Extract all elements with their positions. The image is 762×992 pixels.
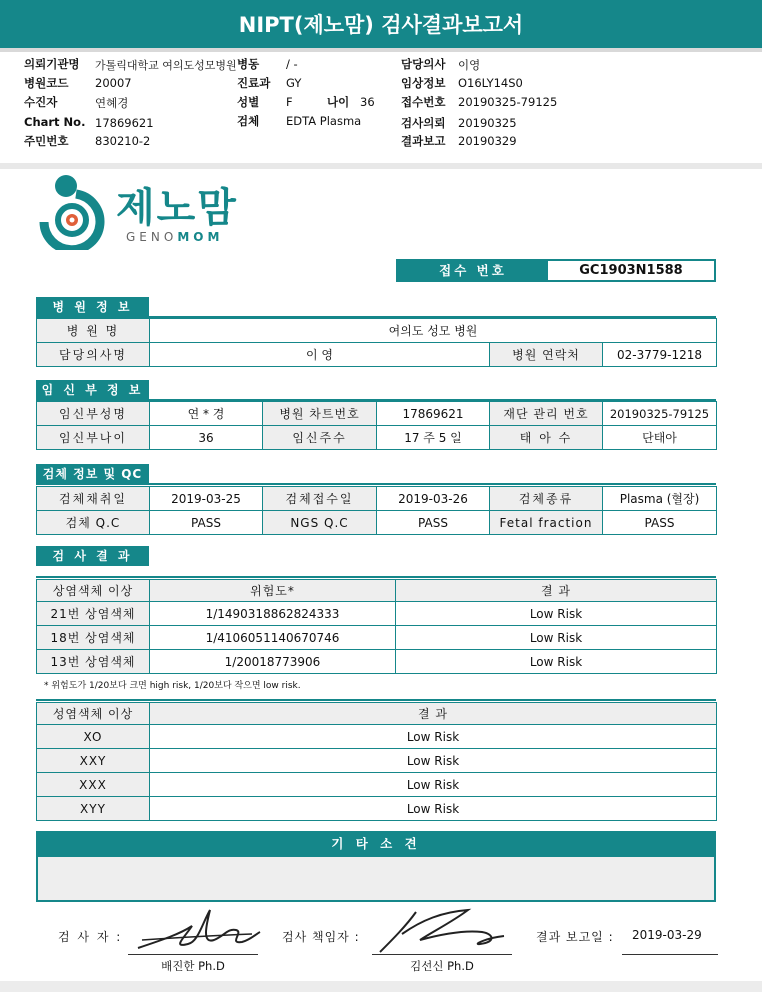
sex-chrom-name: XYY xyxy=(37,797,150,821)
ngs-qc-label: NGS Q.C xyxy=(263,511,377,535)
specimen-table xyxy=(36,486,717,535)
table-row xyxy=(37,797,717,821)
autosome-result: Low Risk xyxy=(396,602,717,626)
request-date: 20190325 xyxy=(458,116,517,130)
weeks-label: 임신주수 xyxy=(263,426,377,450)
clinical-info-label: 임상정보 xyxy=(401,76,446,90)
header-separator xyxy=(0,163,762,169)
clinical-info: O16LY14S0 xyxy=(458,76,523,90)
table-header-row xyxy=(37,703,717,725)
tester-sign-line xyxy=(128,954,258,955)
sex-chrom-result: Low Risk xyxy=(150,749,717,773)
fetus-label: 태 아 수 xyxy=(490,426,603,450)
genomom-logo xyxy=(36,172,256,252)
patient-chart-label: 병원 차트번호 xyxy=(263,402,377,426)
sex: F xyxy=(286,95,293,109)
sex-chrom-name: XXY xyxy=(37,749,150,773)
table-row xyxy=(37,402,717,426)
tester-label: 검 사 자 : xyxy=(58,930,123,944)
other-findings-body xyxy=(36,857,716,902)
table-row xyxy=(37,749,717,773)
resident-no-label: 주민번호 xyxy=(24,134,69,148)
autosome-risk: 1/4106051140670746 xyxy=(150,626,396,650)
specimen-rule xyxy=(36,483,716,485)
foundation-number: 20190325-79125 xyxy=(603,402,717,426)
autosome-name: 18번 상염색체 xyxy=(37,626,150,650)
autosome-result: Low Risk xyxy=(396,626,717,650)
table-row xyxy=(37,319,717,343)
specimen-section-title: 검체 정보 및 QC xyxy=(36,464,149,484)
request-date-label: 검사의뢰 xyxy=(401,116,446,130)
autosome-risk: 1/1490318862824333 xyxy=(150,602,396,626)
collect-date: 2019-03-25 xyxy=(150,487,263,511)
patient-name-label: 임신부성명 xyxy=(37,402,150,426)
sex-label: 성별 xyxy=(237,95,260,109)
contact: 02-3779-1218 xyxy=(603,343,717,367)
table-row xyxy=(37,626,717,650)
report-date-line xyxy=(622,954,718,955)
report-title: NIPT(제노맘) 검사결과보고서 xyxy=(0,0,762,48)
sex-rule xyxy=(36,699,716,701)
sex-chrom-name: XXX xyxy=(37,773,150,797)
doctor-name: 이 영 xyxy=(150,343,490,367)
sex-chrom-result: Low Risk xyxy=(150,797,717,821)
specimen: EDTA Plasma xyxy=(286,114,362,128)
hospital-name: 여의도 성모 병원 xyxy=(150,319,717,343)
report-date: 20190329 xyxy=(458,134,517,148)
table-header-row xyxy=(37,580,717,602)
table-row xyxy=(37,511,717,535)
table-row xyxy=(37,725,717,749)
genomom-logo-icon xyxy=(36,172,108,250)
collect-label: 검체채취일 xyxy=(37,487,150,511)
fetal-fraction: PASS xyxy=(603,511,717,535)
report-date-label: 결과보고 xyxy=(401,134,446,148)
doctor-label: 담당의사 xyxy=(401,57,446,71)
dept: GY xyxy=(286,76,302,90)
hospital-name-label: 병 원 명 xyxy=(37,319,150,343)
receipt-no: 20190325-79125 xyxy=(458,95,558,109)
sex-chrom-result: Low Risk xyxy=(150,725,717,749)
hospital-section-title: 병 원 정 보 xyxy=(36,297,149,317)
autosome-table xyxy=(36,579,717,674)
patient-label: 수진자 xyxy=(24,95,58,109)
dept-label: 진료과 xyxy=(237,76,271,90)
logo-word: 제노맘 xyxy=(116,185,238,231)
autosome-result: Low Risk xyxy=(396,650,717,674)
chief-name: 김선신 Ph.D xyxy=(410,959,474,973)
results-rule xyxy=(36,576,716,578)
patient-age: 36 xyxy=(150,426,263,450)
title-underline xyxy=(0,48,762,52)
patient: 연혜경 xyxy=(95,96,129,110)
sex-chrom-name: XO xyxy=(37,725,150,749)
specimen-type: Plasma (혈장) xyxy=(603,487,717,511)
chief-sign-line xyxy=(372,954,512,955)
table-row xyxy=(37,343,717,367)
specimen-qc: PASS xyxy=(150,511,263,535)
result-col-header: 결 과 xyxy=(396,580,717,602)
receipt-label: 접수 번호 xyxy=(398,261,548,280)
sex-col-header: 성염색체 이상 xyxy=(37,703,150,725)
doctor: 이영 xyxy=(458,58,481,72)
receipt-box xyxy=(396,259,716,282)
table-row xyxy=(37,602,717,626)
fetal-fraction-label: Fetal fraction xyxy=(490,511,603,535)
autosome-name: 21번 상염색체 xyxy=(37,602,150,626)
patient-section-title: 임 신 부 정 보 xyxy=(36,380,149,400)
chart: 17869621 xyxy=(95,116,154,130)
patient-chart: 17869621 xyxy=(377,402,490,426)
sex-chrom-result: Low Risk xyxy=(150,773,717,797)
receive-date: 2019-03-26 xyxy=(377,487,490,511)
specimen-label: 검체 xyxy=(237,114,260,128)
contact-label: 병원 연락처 xyxy=(490,343,603,367)
table-row xyxy=(37,650,717,674)
other-findings-title: 기 타 소 견 xyxy=(36,831,716,857)
risk-note: * 위험도가 1/20보다 크면 high risk, 1/20보다 작으면 low risk. xyxy=(44,681,301,691)
request-org-label: 의뢰기관명 xyxy=(24,57,80,71)
hospital-code-label: 병원코드 xyxy=(24,76,69,90)
sex-chromosome-table xyxy=(36,702,717,821)
age: 36 xyxy=(360,95,375,109)
ward-label: 병동 xyxy=(237,57,260,71)
risk-col-header: 위험도* xyxy=(150,580,396,602)
patient-table xyxy=(36,401,717,450)
autosome-risk: 1/20018773906 xyxy=(150,650,396,674)
patient-name: 연 * 경 xyxy=(150,402,263,426)
table-row xyxy=(37,426,717,450)
autosome-name: 13번 상염색체 xyxy=(37,650,150,674)
doctor-name-label: 담당의사명 xyxy=(37,343,150,367)
request-org: 가톨릭대학교 여의도성모병원 xyxy=(95,59,237,72)
chart-label: Chart No. xyxy=(24,115,86,129)
tester-name: 배진한 Ph.D xyxy=(161,959,225,973)
report-date-sign-value: 2019-03-29 xyxy=(632,928,702,942)
table-row xyxy=(37,773,717,797)
chief-label: 검사 책임자 : xyxy=(282,930,360,944)
resident-no: 830210-2 xyxy=(95,134,151,148)
specimen-type-label: 검체종류 xyxy=(490,487,603,511)
hospital-code: 20007 xyxy=(95,76,132,90)
specimen-qc-label: 검체 Q.C xyxy=(37,511,150,535)
receive-label: 검체접수일 xyxy=(263,487,377,511)
receipt-no-label: 접수번호 xyxy=(401,95,446,109)
weeks: 17 주 5 일 xyxy=(377,426,490,450)
footer-separator xyxy=(0,981,762,992)
autosome-col-header: 상염색체 이상 xyxy=(37,580,150,602)
patient-age-label: 임신부나이 xyxy=(37,426,150,450)
fetus: 단태아 xyxy=(603,426,717,450)
foundation-label: 재단 관리 번호 xyxy=(490,402,603,426)
tester-signature-icon xyxy=(132,904,262,956)
results-section-title: 검 사 결 과 xyxy=(36,546,149,566)
table-row xyxy=(37,487,717,511)
ward: / - xyxy=(286,57,298,71)
receipt-value: GC1903N1588 xyxy=(579,263,683,278)
chief-signature-icon xyxy=(372,906,512,956)
age-label: 나이 xyxy=(327,95,350,109)
logo-sub: GENOMOM xyxy=(126,230,224,244)
sex-result-col-header: 결 과 xyxy=(150,703,717,725)
ngs-qc: PASS xyxy=(377,511,490,535)
hospital-table xyxy=(36,318,717,367)
report-date-sign-label: 결과 보고일 : xyxy=(536,930,614,944)
